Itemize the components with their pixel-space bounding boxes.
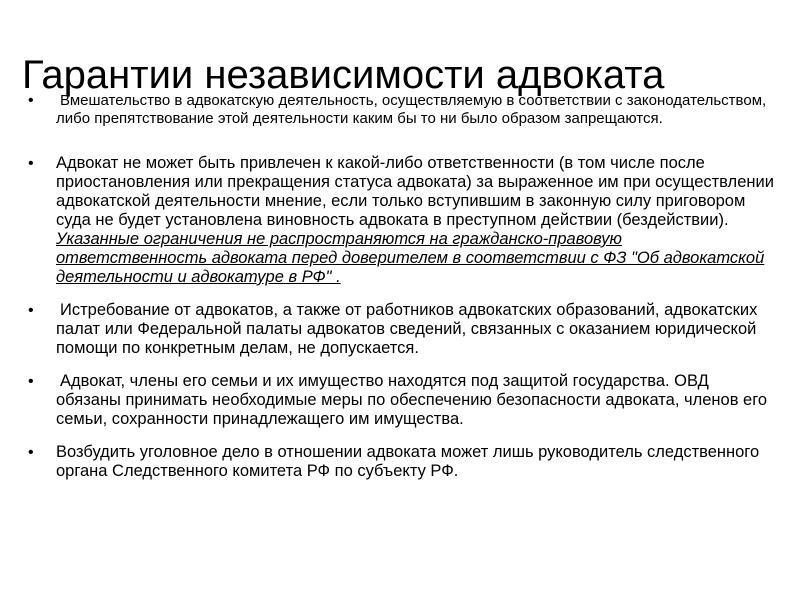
bullet-item (20, 301, 775, 358)
bullet-item (20, 443, 775, 481)
bullet-text: Адвокат не может быть привлечен к какой-либо ответственности (в том числе после приостановления или прекращения статуса адвоката) за выраженное им при осуществлении адвокатской деятельности мнение, если только вступившим в законную силу приговором суда не будет установлена виновность адвоката в преступном действии (бездействии). (56, 154, 774, 229)
bullet-text: Истребование от адвокатов, а также от работников адвокатских образований, адвокатских палат или Федеральной палаты адвокатов сведений, связанных с оказанием юридической помощи по конкретным делам, не допускается. (56, 301, 758, 357)
bullet-note: Указанные ограничения не распространяются на гражданско-правовую ответственность адвоката перед доверителем в соответствии с ФЗ "Об адвокатской деятельности и адвокатуре в РФ" . (56, 230, 765, 286)
bullet-text: Вмешательство в адвокатскую деятельность, осуществляемую в соответствии с законодательством, либо препятствование этой деятельности каким бы то ни было образом запрещаются. (56, 92, 767, 127)
bullet-item (20, 92, 775, 128)
bullet-text: Адвокат, члены его семьи и их имущество находятся под защитой государства. ОВД обязаны принимать необходимые меры по обеспечению безопасности адвоката, членов его семьи, сохранности принадлежащего им имущества. (56, 372, 768, 428)
bullet-text: Возбудить уголовное дело в отношении адвоката может лишь руководитель следственного органа Следственного комитета РФ по субъекту РФ. (56, 443, 760, 480)
slide-title: Гарантии независимости адвоката (22, 52, 665, 97)
bullet-item (20, 372, 775, 429)
bullet-item (20, 154, 775, 287)
bullet-list (20, 92, 775, 481)
